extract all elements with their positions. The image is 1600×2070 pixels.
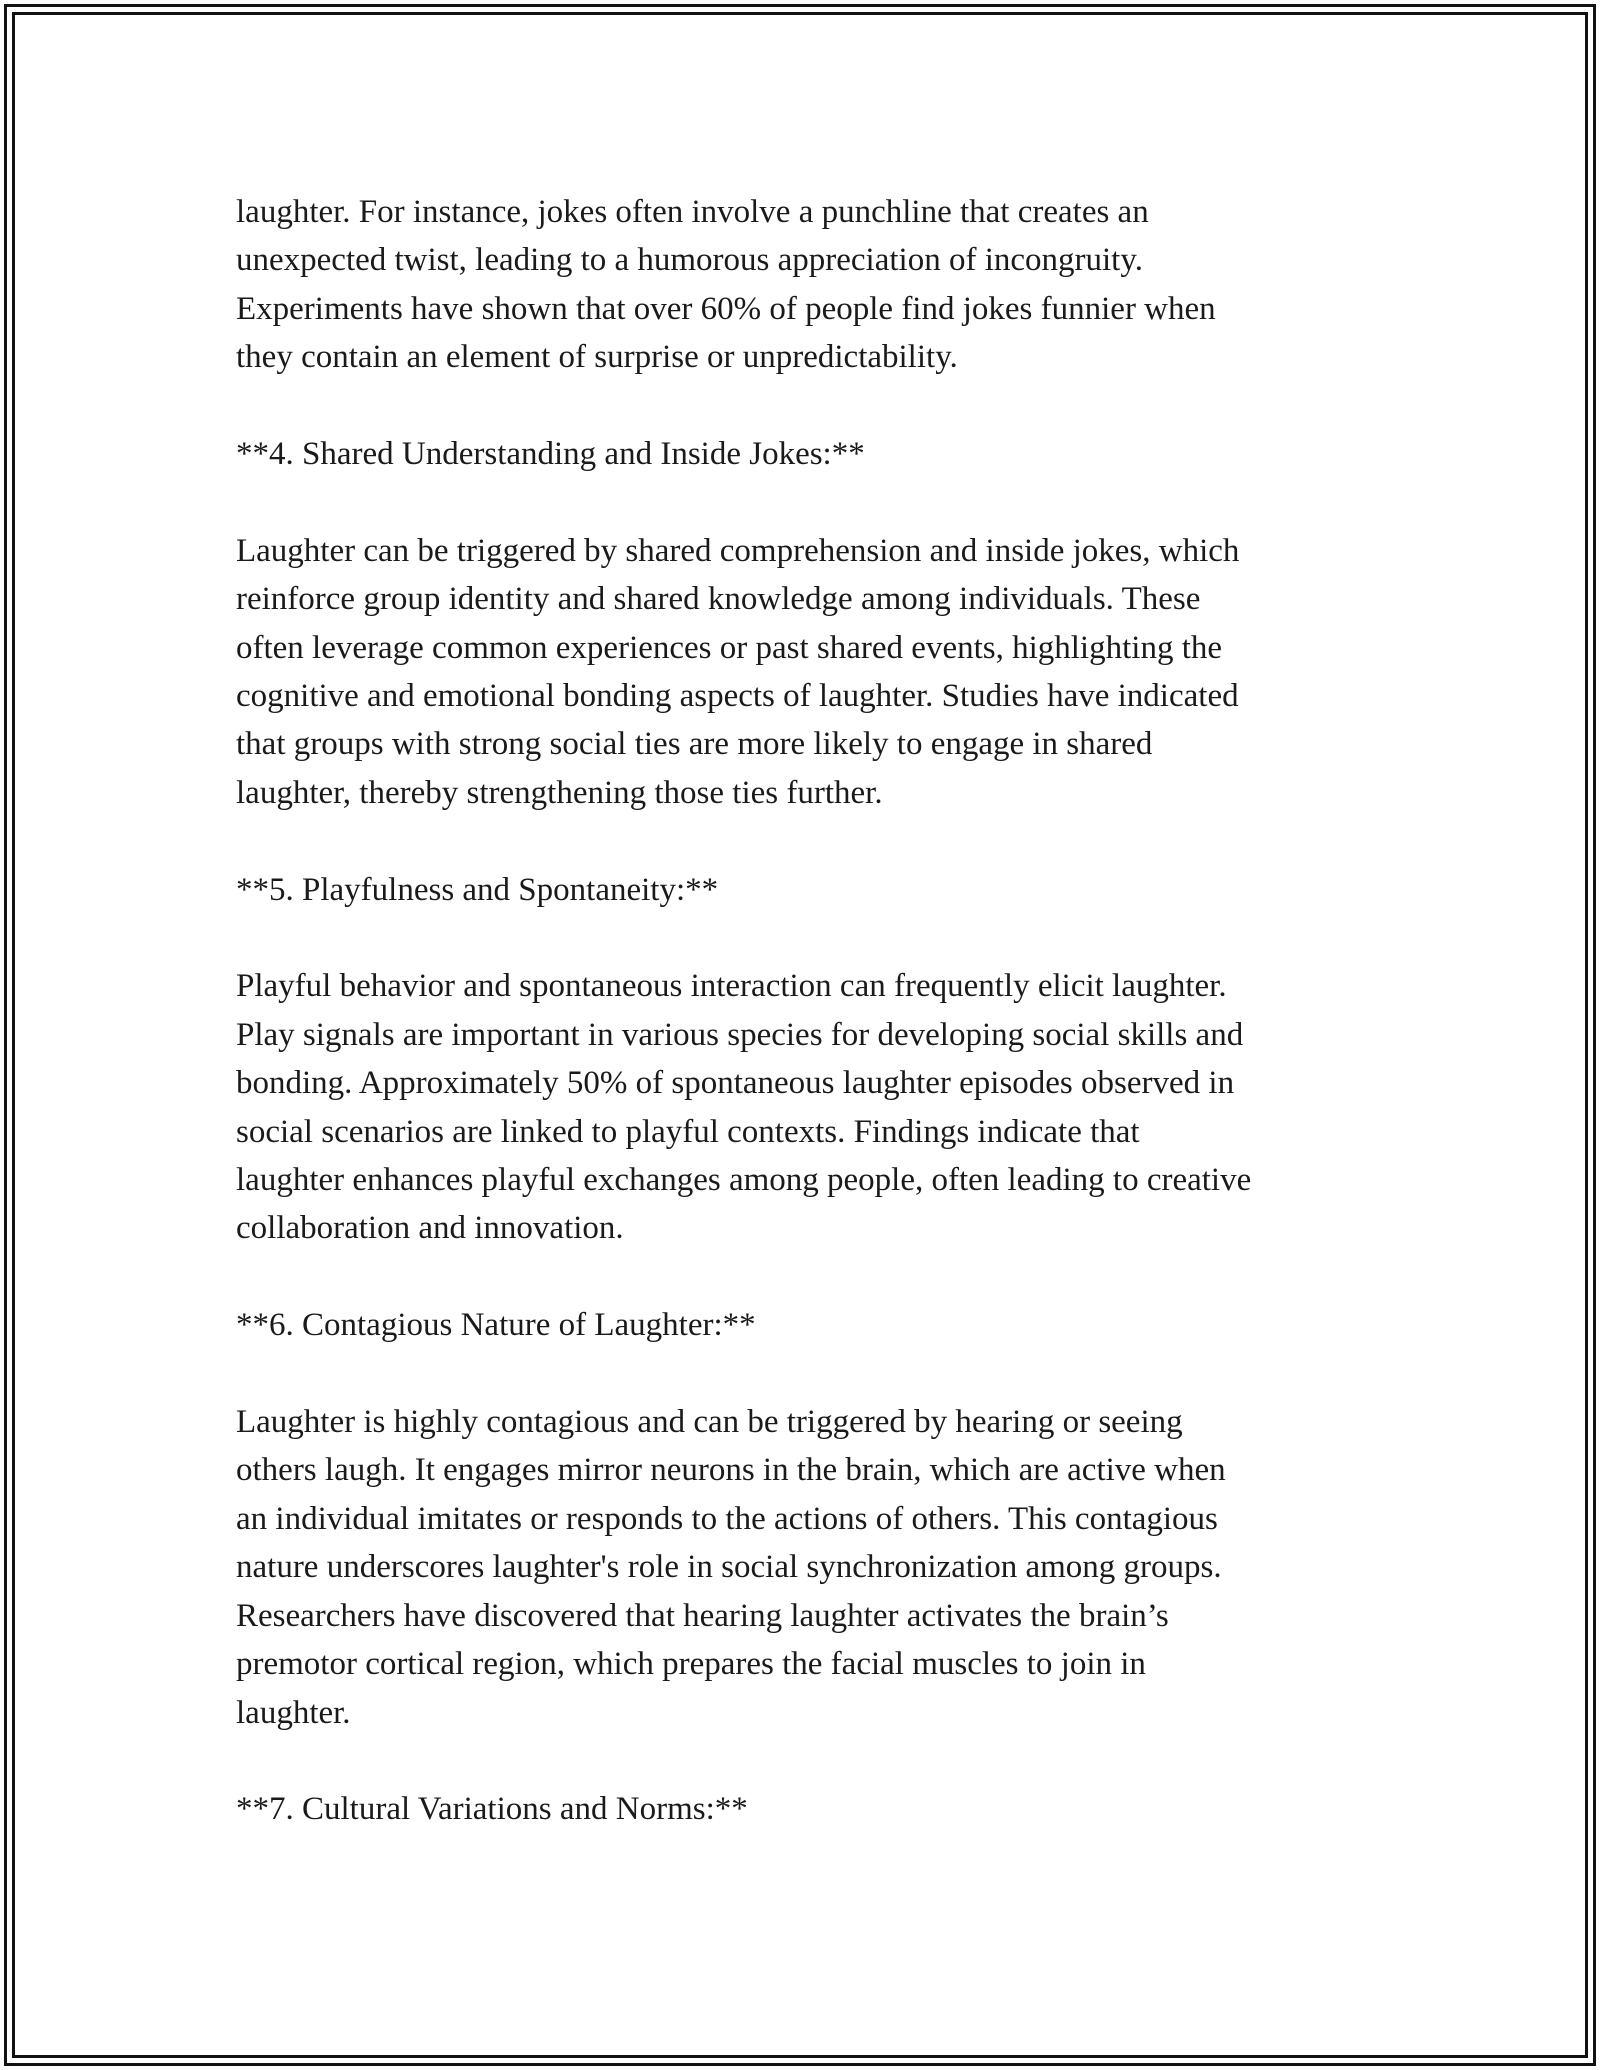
heading-playfulness: **5. Playfulness and Spontaneity:**	[236, 871, 719, 908]
heading-contagious-nature: **6. Contagious Nature of Laughter:**	[236, 1307, 756, 1344]
document-body	[236, 188, 1396, 1882]
paragraph-playfulness: Playful behavior and spontaneous interaction can frequently elicit laughter. Play signals are important in various species for developing social skills and bonding. Approximately 50% of spontaneous laughter episodes observed in social scenarios are linked to playful contexts. Findings indicate that laughter enhances playful exchanges among people, often leading to creative collaboration and innovation.	[236, 968, 1252, 1247]
paragraph-incongruity-continuation: laughter. For instance, jokes often involve a punchline that creates an unexpected twist, leading to a humorous appreciation of incongruity. Experiments have shown that over 60% of people find jokes funnier when they contain an element of surprise or unpredictability.	[236, 194, 1216, 376]
heading-cultural-variations: **7. Cultural Variations and Norms:**	[236, 1791, 748, 1828]
heading-shared-understanding: **4. Shared Understanding and Inside Jokes:**	[236, 436, 865, 473]
paragraph-contagious-nature: Laughter is highly contagious and can be triggered by hearing or seeing others laugh. It engages mirror neurons in the brain, which are active when an individual imitates or responds to the actions of others. This contagious nature underscores laughter's role in social synchronization among groups. Researchers have discovered that hearing laughter activates the brain’s premotor cortical region, which prepares the facial muscles to join in laughter.	[236, 1404, 1226, 1731]
paragraph-shared-understanding: Laughter can be triggered by shared comprehension and inside jokes, which reinforce group identity and shared knowledge among individuals. These often leverage common experiences or past shared events, highlighting the cognitive and emotional bonding aspects of laughter. Studies have indicated that groups with strong social ties are more likely to engage in shared laughter, thereby strengthening those ties further.	[236, 532, 1240, 811]
